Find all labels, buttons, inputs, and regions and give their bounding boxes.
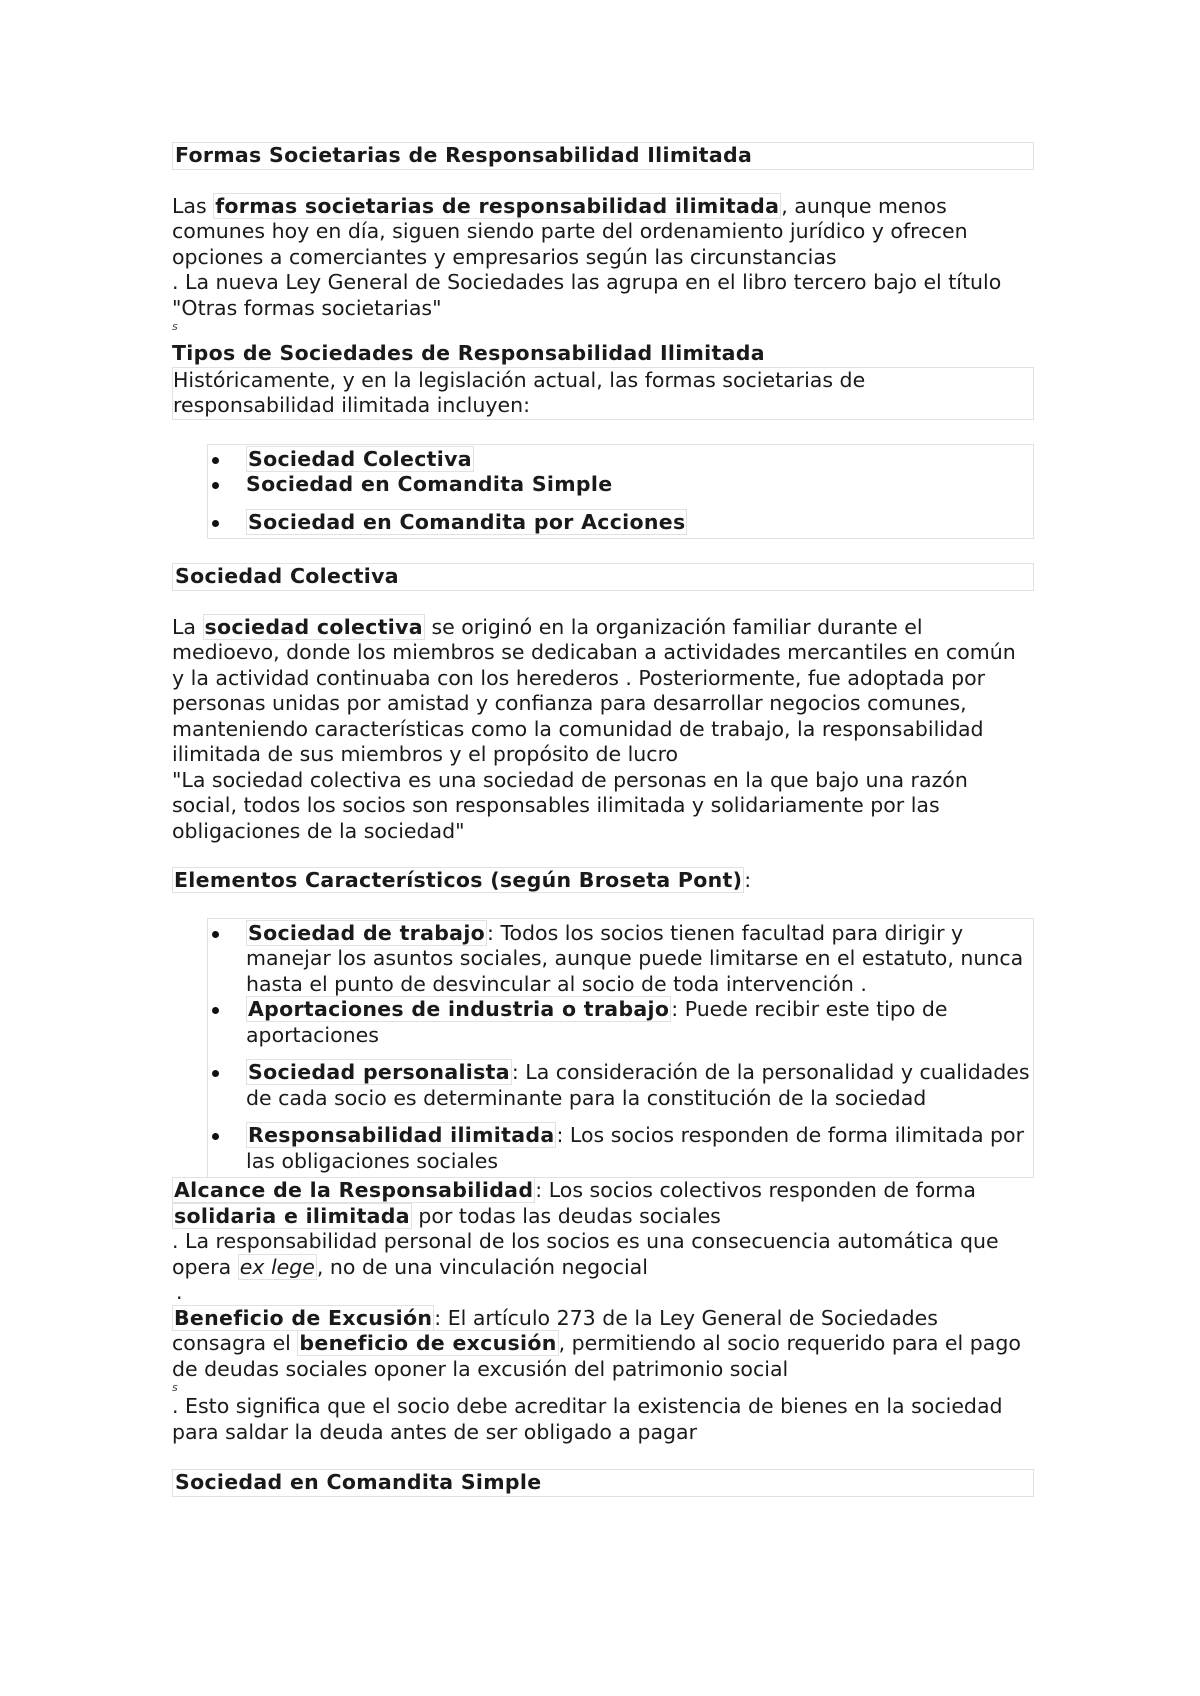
tipos-heading: Tipos de Sociedades de Responsabilidad Ilimitada [172,341,765,365]
intro-text-2: , aunque menos comunes hoy en día, siguen siendo parte del ordenamiento jurídico y ofrecen opciones a comerciantes y empresarios según las circunstancias [172,193,968,269]
intro-paragraph-2: . La nueva Ley General de Sociedades las agrupa en el libro tercero bajo el título "Otras formas societarias" [172,270,1002,320]
list-item-desc: : La consideración de la personalidad y cualidades de cada socio es determinante para la constitución de la sociedad [246,1060,1030,1110]
alcance-text: : Los socios colectivos responden de forma [535,1178,976,1202]
alcance-dot: . [176,1280,183,1304]
alcance-text-3: . La responsabilidad personal de los socios es una consecuencia automática que opera [172,1229,999,1279]
colectiva-text: La [172,614,203,639]
list-item [208,510,1033,536]
beneficio-term: Beneficio de Excusión [174,1305,433,1330]
beneficio-paragraph-2: . Esto significa que el socio debe acreditar la existencia de bienes en la sociedad para saldar la deuda antes de ser obligado a pagar [172,1394,1003,1444]
tipos-list [207,444,1034,540]
alcance-paragraph-2 [172,1229,1034,1280]
footnote-mark: s [172,320,178,333]
alcance-term: Alcance de la Responsabilidad [174,1178,534,1202]
list-item-term: Aportaciones de industria o trabajo [248,997,670,1021]
list-item [208,1060,1033,1111]
list-item-term: Responsabilidad ilimitada [248,1123,555,1147]
list-item [208,472,1033,498]
alcance-text-2: por todas las deudas sociales [411,1203,721,1228]
alcance-paragraph [172,1178,1034,1229]
list-item-term: Sociedad personalista [248,1060,510,1084]
intro-paragraph [172,194,1034,271]
tipos-text: Históricamente, y en la legislación actual, las formas societarias de responsabilidad ilimitada incluyen: [172,367,1034,420]
elementos-colon: : [744,868,752,892]
list-item [208,921,1033,998]
list-item [208,997,1033,1048]
intro-text: Las [172,193,214,218]
list-item [208,1123,1033,1174]
list-item-label: Sociedad en Comandita por Acciones [248,509,686,534]
document-page [172,142,1034,1497]
elementos-heading: Elementos Característicos (según Broseta Pont) [174,868,743,892]
elementos-heading-line [172,868,1034,894]
colectiva-text-2: se originó en la organización familiar durante el medioevo, donde los miembros se dedicaban a actividades mercantiles en común y la actividad continuaba con los herederos . Posteriormente, fue adoptada por personas unidas por amistad y confianza para desarrollar negocios comunes, manteniendo características como la comunidad de trabajo, la responsabilidad ilimitada de sus miembros y el propósito de lucro [172,614,1016,766]
list-item-term: Sociedad de trabajo [248,920,486,945]
list-item-label: Sociedad Colectiva [248,446,472,471]
alcance-text-4: , no de una vinculación negocial [316,1254,648,1279]
beneficio-text: : El artículo 273 de la Ley General de Sociedades consagra el [172,1305,938,1355]
beneficio-paragraph [172,1306,1034,1383]
list-item-desc: : Los socios responden de forma ilimitada por las obligaciones sociales [246,1123,1025,1173]
list-item [208,447,1033,473]
intro-bold-term: formas societarias de responsabilidad ilimitada [215,193,780,218]
beneficio-text-2: , permitiendo al socio requerido para el pago de deudas sociales oponer la excusión del patrimonio social [172,1331,1021,1381]
beneficio-bold-term: beneficio de excusión [299,1331,557,1355]
list-item-desc: : Todos los socios tienen facultad para dirigir y manejar los asuntos sociales, aunque puede limitarse en el estatuto, nunca hasta el punto de desvincular al socio de toda intervención . [246,920,1024,996]
elementos-list [207,918,1034,1179]
list-item-label: Sociedad en Comandita Simple [246,472,613,496]
alcance-latin-term: ex lege [239,1254,315,1279]
list-item-desc: : Puede recibir este tipo de aportaciones [246,997,948,1047]
footnote-mark: s [172,1381,178,1394]
colectiva-heading: Sociedad Colectiva [172,563,1034,591]
colectiva-bold-term: sociedad colectiva [204,614,423,639]
comandita-heading: Sociedad en Comandita Simple [172,1469,1034,1497]
alcance-bold-term: solidaria e ilimitada [174,1203,410,1228]
colectiva-paragraph [172,615,1034,768]
main-heading: Formas Societarias de Responsabilidad Ilimitada [172,142,1034,170]
colectiva-quote: "La sociedad colectiva es una sociedad de personas en la que bajo una razón social, todos los socios son responsables ilimitada y solidariamente por las obligaciones de la sociedad" [172,767,968,843]
